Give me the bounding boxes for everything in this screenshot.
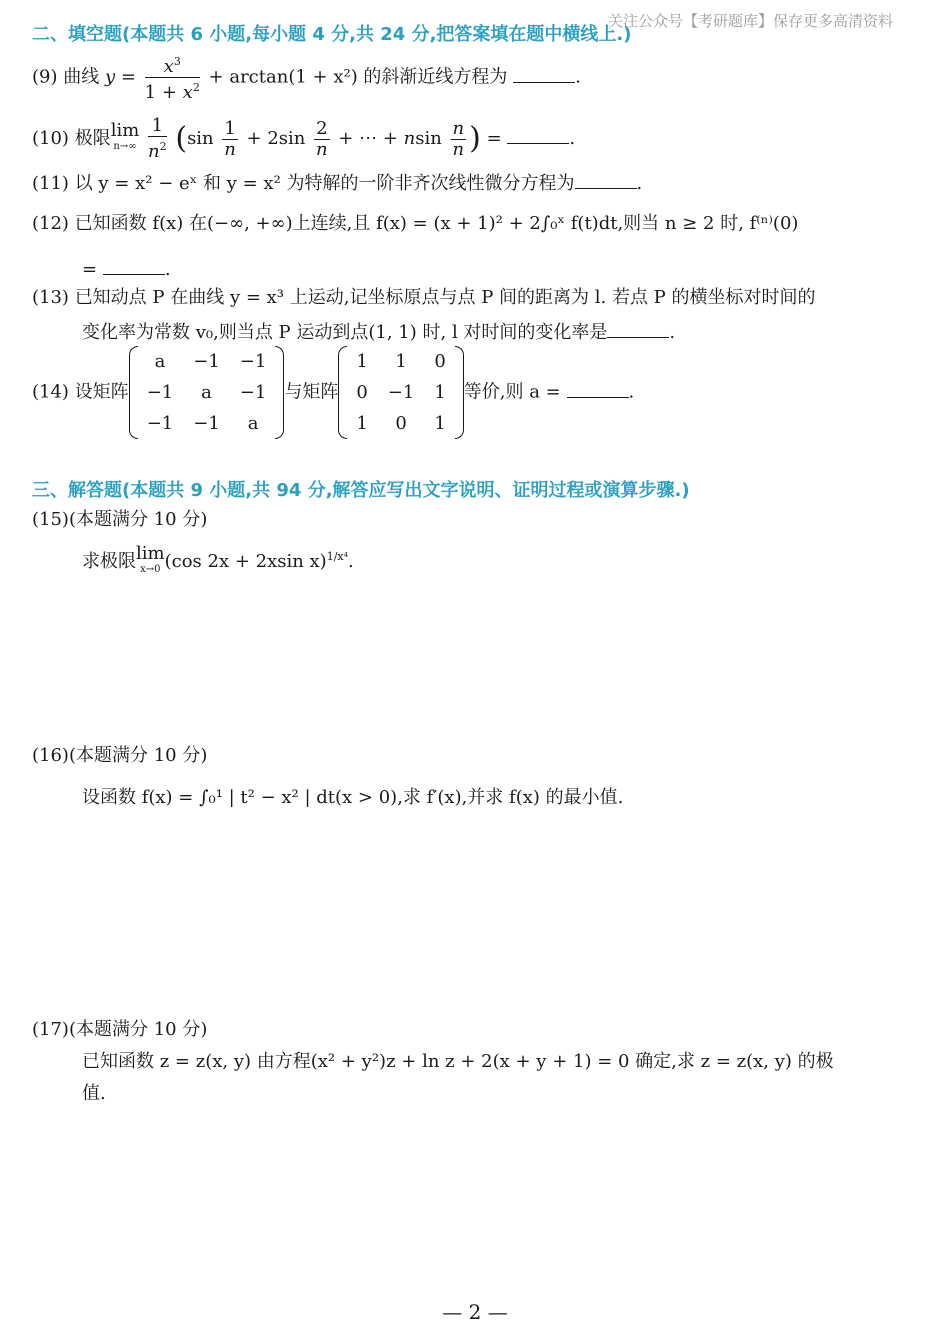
question-text: 等价,则 a = bbox=[463, 381, 561, 403]
question-13-line2 bbox=[82, 319, 675, 345]
question-text: 变化率为常数 v₀,则当点 P 运动到点(1, 1) 时, l 对时间的变化率是 bbox=[82, 322, 608, 343]
answer-blank[interactable] bbox=[607, 319, 669, 338]
question-number: (14) bbox=[32, 381, 69, 403]
question-number: (11) bbox=[32, 173, 69, 194]
punctuation: . bbox=[669, 322, 676, 343]
question-text: + arctan(1 + x²) 的斜渐近线方程为 bbox=[208, 66, 508, 88]
question-9: (9) 曲线 y = $\frac{x^3}{1 + x^2}$ + arctan(1 + x²) 的斜渐近线方程为 . bbox=[32, 52, 581, 103]
question-text: 求极限 bbox=[82, 551, 136, 572]
punctuation: . bbox=[628, 381, 635, 403]
question-text: 以 y = x² − eˣ 和 y = x² 为特解的一阶非齐次线性微分方程为 bbox=[74, 173, 575, 194]
question-14 bbox=[32, 346, 634, 439]
question-12-line2 bbox=[82, 256, 171, 282]
question-17 bbox=[82, 1050, 834, 1074]
question-15 bbox=[82, 545, 354, 578]
answer-blank[interactable] bbox=[103, 256, 165, 275]
question-17-header bbox=[32, 1018, 207, 1042]
question-text: 极限 bbox=[74, 128, 111, 149]
answer-blank[interactable] bbox=[575, 170, 637, 189]
question-score: (本题满分 10 分) bbox=[68, 1019, 208, 1040]
fraction: $\frac{1}{n}$ bbox=[224, 117, 236, 160]
limit-subscript: n→∞ bbox=[113, 141, 137, 152]
answer-blank[interactable] bbox=[513, 64, 575, 83]
matrix-b: 1 1 0 0 −1 1 1 0 1 bbox=[338, 346, 463, 439]
matrix-a: a −1 −1 −1 a −1 −1 −1 a bbox=[129, 346, 285, 439]
exponent: 1/x⁴ bbox=[326, 550, 349, 563]
limit-operator: lim n→∞ bbox=[111, 123, 140, 155]
fraction: $\frac{n}{n}$ bbox=[452, 117, 465, 160]
question-text: 设矩阵 bbox=[74, 381, 129, 403]
question-13 bbox=[32, 286, 816, 310]
equals-sign: = bbox=[486, 128, 502, 149]
question-16-header bbox=[32, 744, 207, 768]
answer-blank[interactable] bbox=[507, 125, 569, 144]
question-score: (本题满分 10 分) bbox=[68, 745, 208, 766]
question-text: 已知函数 f(x) 在(−∞, +∞)上连续,且 f(x) = (x + 1)² + 2∫₀ˣ f(t)dt,则当 n ≥ 2 时, f⁽ⁿ⁾(0) bbox=[74, 213, 799, 234]
question-text: (cos 2x + 2xsin x) bbox=[164, 551, 327, 572]
question-17-line2 bbox=[82, 1082, 106, 1106]
question-text: 与矩阵 bbox=[284, 381, 339, 403]
fraction: $\frac{x^3}{1 + x^2}$ bbox=[145, 52, 200, 103]
section-title-fill-in: 二、填空题(本题共 6 小题,每小题 4 分,共 24 分,把答案填在题中横线上.) bbox=[32, 24, 632, 45]
watermark: 关注公众号【考研题库】保存更多高清资料 bbox=[608, 12, 894, 30]
question-number: (13) bbox=[32, 287, 69, 308]
section-title-solution: 三、解答题(本题共 9 小题,共 94 分,解答应写出文字说明、证明过程或演算步骤.) bbox=[32, 480, 690, 501]
limit-subscript: x→0 bbox=[140, 564, 161, 575]
limit-operator: lim x→0 bbox=[136, 546, 165, 578]
question-16 bbox=[82, 786, 623, 810]
question-text: 值. bbox=[82, 1083, 106, 1104]
equals-sign: = bbox=[82, 259, 98, 280]
question-number: (17) bbox=[32, 1019, 69, 1040]
punctuation: . bbox=[164, 259, 171, 280]
question-text: 已知函数 z = z(x, y) 由方程(x² + y²)z + ln z + 2(x + y + 1) = 0 确定,求 z = z(x, y) 的极 bbox=[82, 1051, 834, 1072]
page-number: — 2 — bbox=[442, 1300, 508, 1324]
question-11 bbox=[32, 170, 642, 196]
fraction: $\frac{2}{n}$ bbox=[316, 117, 328, 160]
question-number: (15) bbox=[32, 509, 69, 530]
question-number: (9) bbox=[32, 66, 58, 88]
fraction: $\frac{1}{n^2}$ bbox=[148, 115, 167, 162]
question-12 bbox=[32, 212, 798, 236]
question-number: (16) bbox=[32, 745, 69, 766]
question-text: 已知动点 P 在曲线 y = x³ 上运动,记坐标原点与点 P 间的距离为 l. 若点 P 的横坐标对时间的 bbox=[74, 287, 816, 308]
question-text: 设函数 f(x) = ∫₀¹ | t² − x² | dt(x > 0),求 f′(x),并求 f(x) 的最小值. bbox=[82, 787, 624, 808]
punctuation: . bbox=[575, 66, 581, 88]
answer-blank[interactable] bbox=[567, 379, 629, 398]
question-10: (10) 极限lim n→∞ $\frac{1}{n^2}$ (sin $\frac{1}{n}$ + 2sin $\frac{2}{n}$ + ⋯ + nsin $\frac{n}{n}$ ) = . bbox=[32, 115, 576, 162]
punctuation: . bbox=[348, 551, 354, 572]
question-15-header bbox=[32, 508, 207, 532]
punctuation: . bbox=[636, 173, 643, 194]
question-number: (10) bbox=[32, 128, 69, 149]
question-text: 曲线 bbox=[63, 66, 100, 88]
question-number: (12) bbox=[32, 213, 69, 234]
question-score: (本题满分 10 分) bbox=[68, 509, 208, 530]
